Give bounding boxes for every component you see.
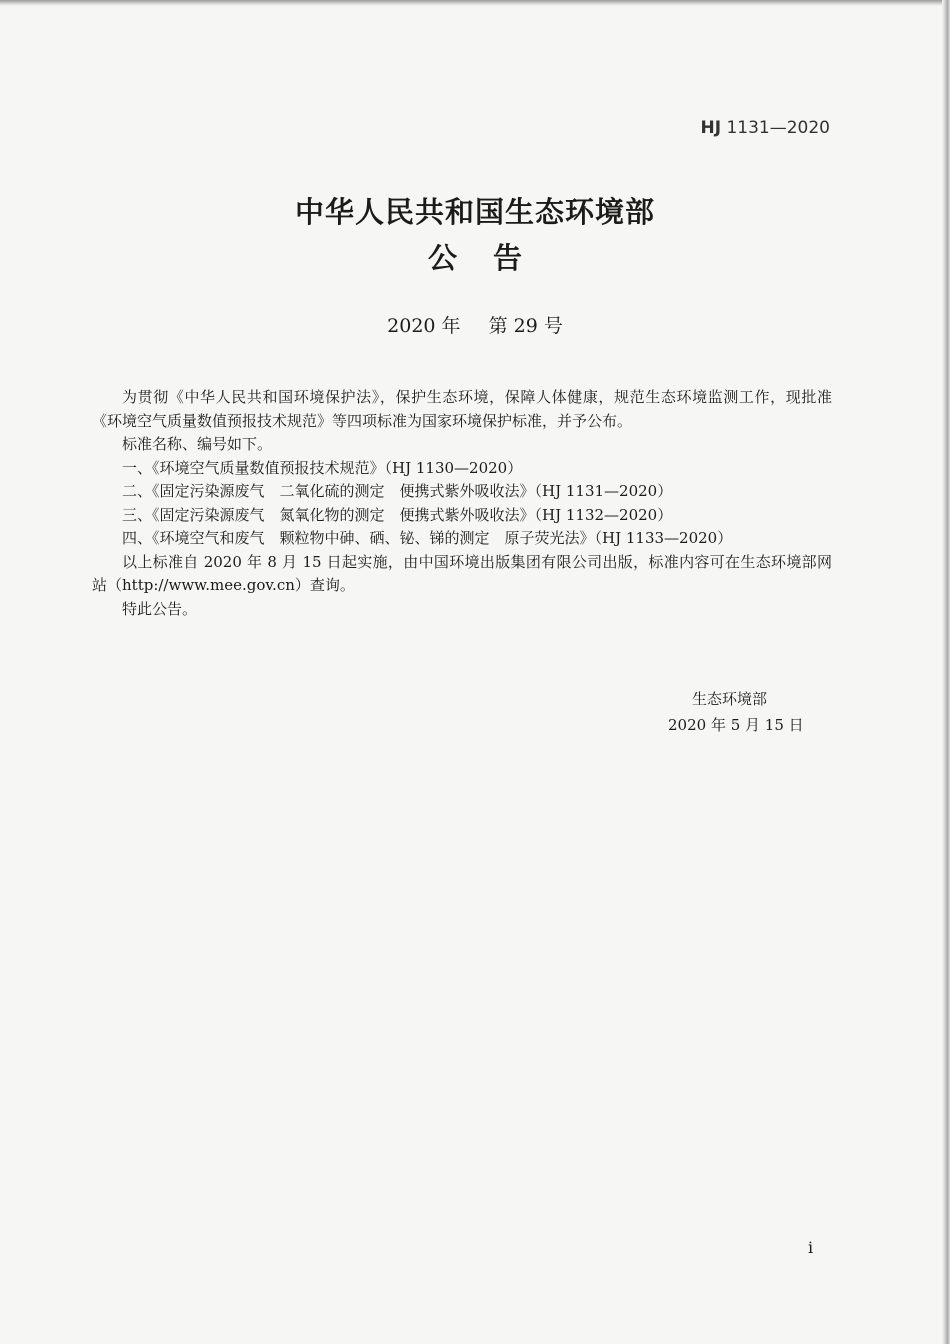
body-paragraph-closing: 特此公告。 [122,599,198,618]
body-paragraph-effective: 以上标准自 2020 年 8 月 15 日起实施，由中国环境出版集团有限公司出版，标准内容可在生态环境部网站（http://www.mee.gov.cn）查询。 [92,552,832,594]
issue-number-line [0,311,950,338]
signature-org: 生态环境部 [692,690,768,708]
announcement-body [92,386,832,621]
standard-item-4: 四、《环境空气和废气 颗粒物中砷、硒、铋、锑的测定 原子荧光法》（HJ 1133—2020） [122,529,733,547]
standard-code [701,118,831,138]
standard-code-prefix: HJ [700,118,722,138]
standard-item-3: 三、《固定污染源废气 氮氧化物的测定 便携式紫外吸收法》（HJ 1132—2020） [122,505,673,524]
announcement-title: 公告 [427,241,558,275]
standard-item-2: 二、《固定污染源废气 二氧化硫的测定 便携式紫外吸收法》（HJ 1131—2020） [122,482,673,500]
page-number: i [808,1238,814,1257]
standard-item-1: 一、《环境空气质量数值预报技术规范》（HJ 1130—2020） [122,458,523,477]
issue-number: 第 29 号 [488,315,563,337]
body-paragraph-intro: 为贯彻《中华人民共和国环境保护法》，保护生态环境，保障人体健康，规范生态环境监测工作，现批准《环境空气质量数值预报技术规范》等四项标准为国家环境保护标准，并予公布。 [92,388,832,430]
standard-code-number: 1131—2020 [721,118,830,138]
issue-year: 2020 年 [387,315,461,337]
issuer-title: 中华人民共和国生态环境部 [294,195,655,229]
signature-date: 2020 年 5 月 15 日 [668,716,804,734]
body-paragraph-list-intro: 标准名称、编号如下。 [122,435,273,453]
scan-top-edge [0,0,950,6]
